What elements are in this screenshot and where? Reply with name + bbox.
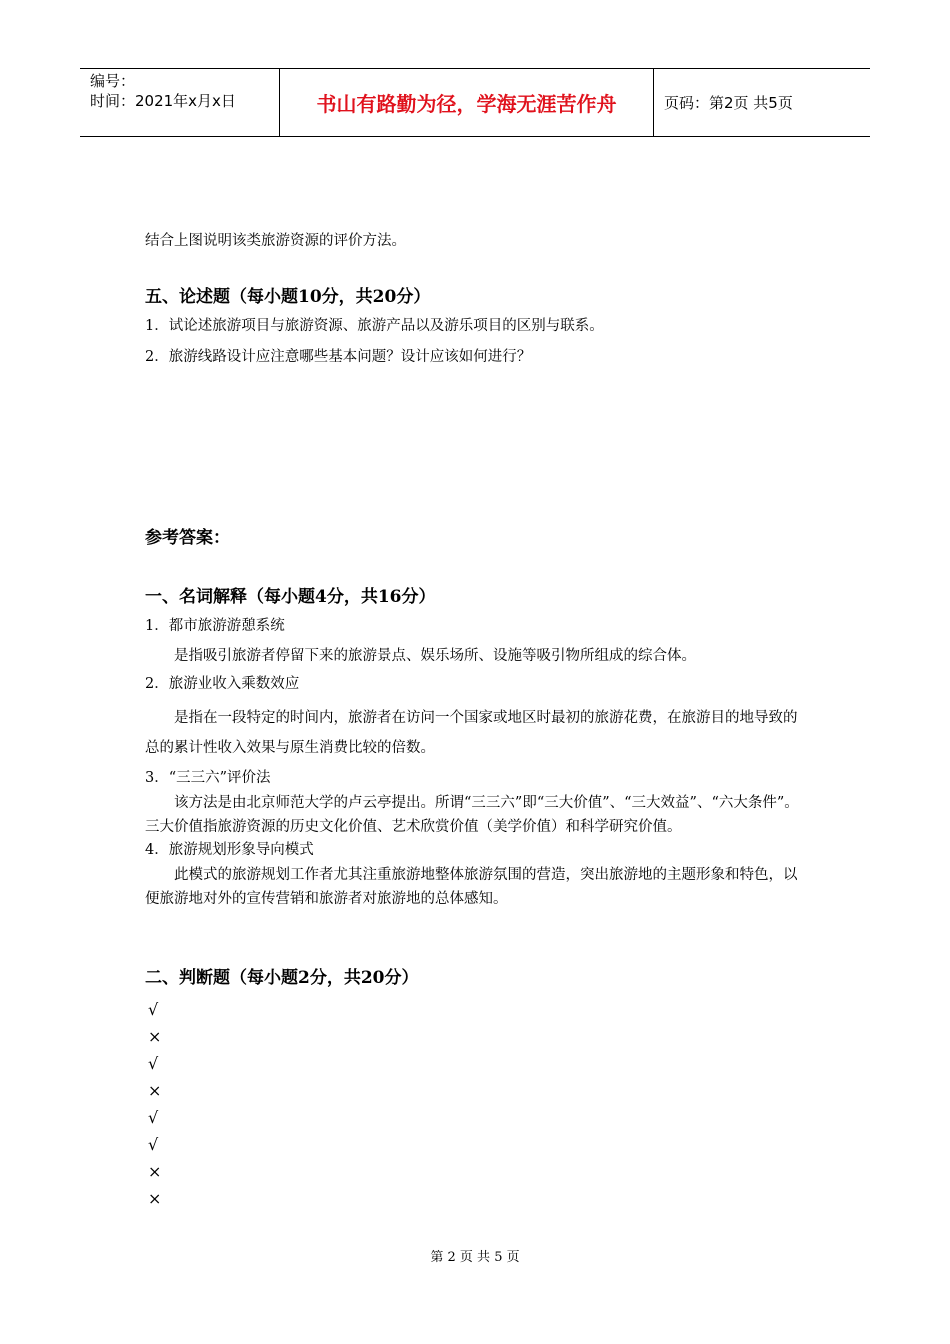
- answer-4: 此模式的旅游规划工作者尤其注重旅游地整体旅游氛围的营造，突出旅游地的主题形象和特色，以便旅游地对外的宣传营销和旅游者对旅游地的总体感知。: [145, 867, 798, 907]
- intro-line: 结合上图说明该类旅游资源的评价方法。: [145, 233, 406, 249]
- section-5: [145, 285, 810, 368]
- section-5-title: 五、论述题（每小题10分，共20分）: [145, 287, 431, 307]
- answer-marks-list: [145, 996, 810, 1212]
- answer-mark: √: [148, 1108, 159, 1127]
- section-2: [145, 966, 810, 1212]
- intro-block: [145, 230, 810, 252]
- page-footer: 第 2 页 共 5 页: [430, 1250, 520, 1265]
- answer-mark: ×: [148, 1027, 162, 1046]
- term-3: 3．“三三六”评价法: [145, 770, 271, 786]
- term-2: 2．旅游业收入乘数效应: [145, 676, 300, 692]
- answer-mark: √: [148, 1000, 159, 1019]
- answers-title: 参考答案：: [145, 528, 230, 548]
- header-left-cell: [80, 69, 280, 136]
- answer-2: 是指在一段特定的时间内，旅游者在访问一个国家或地区时最初的旅游花费，在旅游目的地导致的总的累计性收入效果与原生消费比较的倍数。: [145, 710, 798, 756]
- answer-mark: ×: [148, 1189, 162, 1208]
- term-1: 1．都市旅游游憩系统: [145, 618, 285, 634]
- answer-mark: √: [148, 1135, 159, 1154]
- section-5-q1: 1．试论述旅游项目与旅游资源、旅游产品以及游乐项目的区别与联系。: [145, 318, 604, 334]
- header-table: [80, 68, 870, 137]
- number-label: 编号：: [90, 72, 136, 90]
- answers-heading: [145, 526, 810, 550]
- header-motto: 书山有路勤为径，学海无涯苦作舟: [280, 69, 654, 136]
- header-page-info: 页码：第2页 共5页: [664, 94, 793, 112]
- section-2-title: 二、判断题（每小题2分，共20分）: [145, 968, 419, 988]
- answer-mark: ×: [148, 1162, 162, 1181]
- section-5-q2: 2．旅游线路设计应注意哪些基本问题？设计应该如何进行？: [145, 349, 532, 365]
- term-4: 4．旅游规划形象导向模式: [145, 842, 314, 858]
- section-1: [145, 585, 810, 911]
- section-1-title: 一、名词解释（每小题4分，共16分）: [145, 587, 436, 607]
- answer-mark: √: [148, 1054, 159, 1073]
- answer-mark: ×: [148, 1081, 162, 1100]
- answer-1: 是指吸引旅游者停留下来的旅游景点、娱乐场所、设施等吸引物所组成的综合体。: [174, 648, 696, 664]
- answer-3: 该方法是由北京师范大学的卢云亭提出。所谓“三三六”即“三大价值”、“三大效益”、“六大条件”。三大价值指旅游资源的历史文化价值、艺术欣赏价值（美学价值）和科学研究价值。: [145, 795, 799, 835]
- time-label: 时间：2021年x月x日: [90, 92, 236, 110]
